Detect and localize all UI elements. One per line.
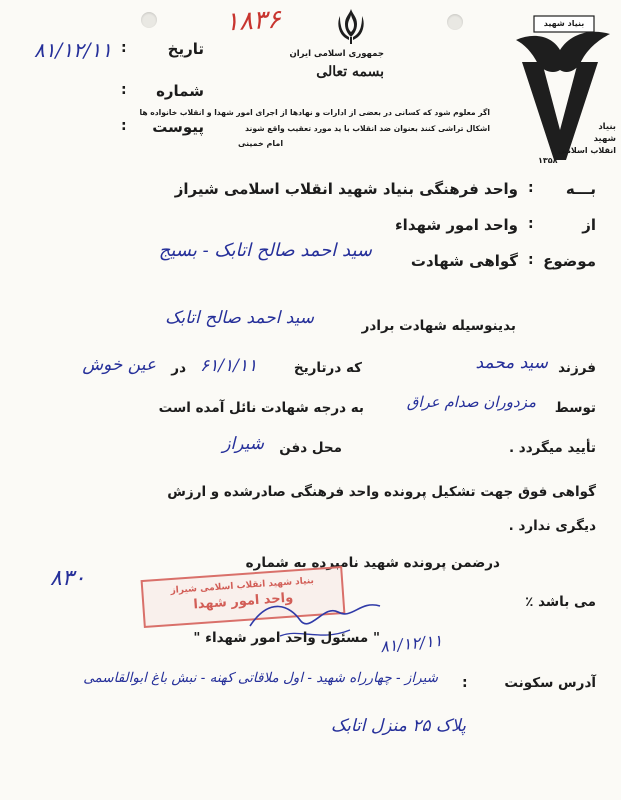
by-label: توسط bbox=[554, 400, 596, 416]
iran-emblem-icon bbox=[334, 6, 368, 46]
stamp-line-1: بنیاد شهید انقلاب اسلامی شیراز bbox=[170, 576, 315, 597]
from-colon: : bbox=[528, 216, 534, 232]
registration-number: ۱۸۳۶ bbox=[224, 4, 282, 38]
child-of-label: فرزند bbox=[558, 360, 596, 376]
body-line1-printed: بدینوسیله شهادت برادر bbox=[361, 318, 516, 334]
motto-line-1: اگر معلوم شود که کسانی در بعضی از ادارات و نهادها از اجرای امور شهدا و انقلاب خانواده ها bbox=[139, 108, 490, 117]
date-colon: : bbox=[121, 40, 127, 56]
number-label: شماره bbox=[156, 82, 204, 100]
address-label: آدرس سکونت bbox=[504, 675, 596, 691]
subject-label: موضوع bbox=[543, 252, 596, 270]
file-number-line: درضمن پرونده شهید نامبرده به شماره bbox=[245, 555, 500, 571]
date-value: ۸۱/۱۲/۱۱ bbox=[34, 38, 112, 62]
attachment-colon: : bbox=[121, 118, 127, 134]
is-line: می باشد ٪ bbox=[525, 594, 596, 610]
motto-attribution: امام خمینی bbox=[238, 139, 284, 148]
body-line3-rest: به درجه شهادت نائل آمده است bbox=[158, 400, 364, 416]
to-label: بـــه bbox=[565, 180, 596, 198]
martyrdom-date-handwritten: ۶۱/۱/۱۱ bbox=[200, 356, 258, 376]
motto-line-2: اشکال تراشی کنند بعنوان ضد انقلاب با ید مورد تعقیب واقع شوند bbox=[245, 124, 490, 133]
subject-colon: : bbox=[528, 252, 534, 268]
logo-year: ۱۳۵۸ bbox=[538, 156, 558, 165]
address-line1-handwritten: شیراز - چهارراه شهید - اول ملاقاتی کهنه - نبش باغ ابوالقاسمی bbox=[83, 670, 438, 686]
burial-place-label: محل دفن bbox=[279, 440, 342, 456]
from-label: از bbox=[582, 216, 596, 234]
in-label: در bbox=[171, 360, 186, 376]
to-colon: : bbox=[528, 180, 534, 196]
number-colon: : bbox=[121, 82, 127, 98]
logo-caption-2: شهید bbox=[593, 134, 616, 144]
subject-printed: گواهی شهادت bbox=[410, 252, 518, 270]
file-number-handwritten: ۸۳۰ bbox=[50, 566, 86, 591]
logo-caption-1: بنیاد bbox=[598, 122, 616, 132]
certificate-purpose-line: گواهی فوق جهت تشکیل پرونده واحد فرهنگی صادرشده و ارزش bbox=[167, 484, 596, 500]
confirmed-text: تأیید میگردد . bbox=[508, 440, 596, 456]
burial-place-handwritten: شیراز bbox=[222, 434, 264, 454]
father-name-handwritten: سید محمد bbox=[475, 353, 548, 373]
punch-hole-left bbox=[141, 12, 157, 28]
to-value: واحد فرهنگی بنیاد شهید انقلاب اسلامی شیراز bbox=[174, 180, 518, 198]
from-value: واحد امور شهداء bbox=[395, 216, 518, 234]
address-colon: : bbox=[462, 675, 468, 691]
logo-caption-3: انقلاب اسلامی bbox=[557, 146, 616, 155]
by-handwritten: مزدوران صدام عراق bbox=[406, 393, 536, 411]
signatory-title: " مسئول واحد امور شهداء " bbox=[193, 630, 380, 646]
attachment-label: پیوست bbox=[152, 118, 204, 136]
logo-ribbon-text: بنیاد شهید bbox=[543, 19, 585, 28]
republic-title: جمهوری اسلامی ایران bbox=[289, 49, 384, 59]
date-label: تاریخ bbox=[167, 40, 204, 58]
body-line1-handwritten: سید احمد صالح اتابک bbox=[165, 308, 314, 328]
punch-hole-right bbox=[447, 14, 463, 30]
subject-handwritten: سید احمد صالح اتابک - بسیج bbox=[158, 240, 372, 261]
bonyad-shahid-logo bbox=[494, 10, 618, 168]
bismillah-heading: بسمه تعالی bbox=[316, 64, 384, 80]
address-line2-handwritten: پلاک ۲۵ منزل اتابک bbox=[330, 716, 466, 736]
martyrdom-place-handwritten: عین خوش bbox=[82, 355, 156, 375]
no-other-value-line: دیگری ندارد . bbox=[508, 518, 596, 534]
signature-date-handwritten: ۸۱/۱۲/۱۱ bbox=[379, 630, 444, 657]
on-date-label: که درتاریخ bbox=[293, 360, 362, 376]
stamp-line-2: واحد امور شهدا bbox=[192, 590, 294, 613]
